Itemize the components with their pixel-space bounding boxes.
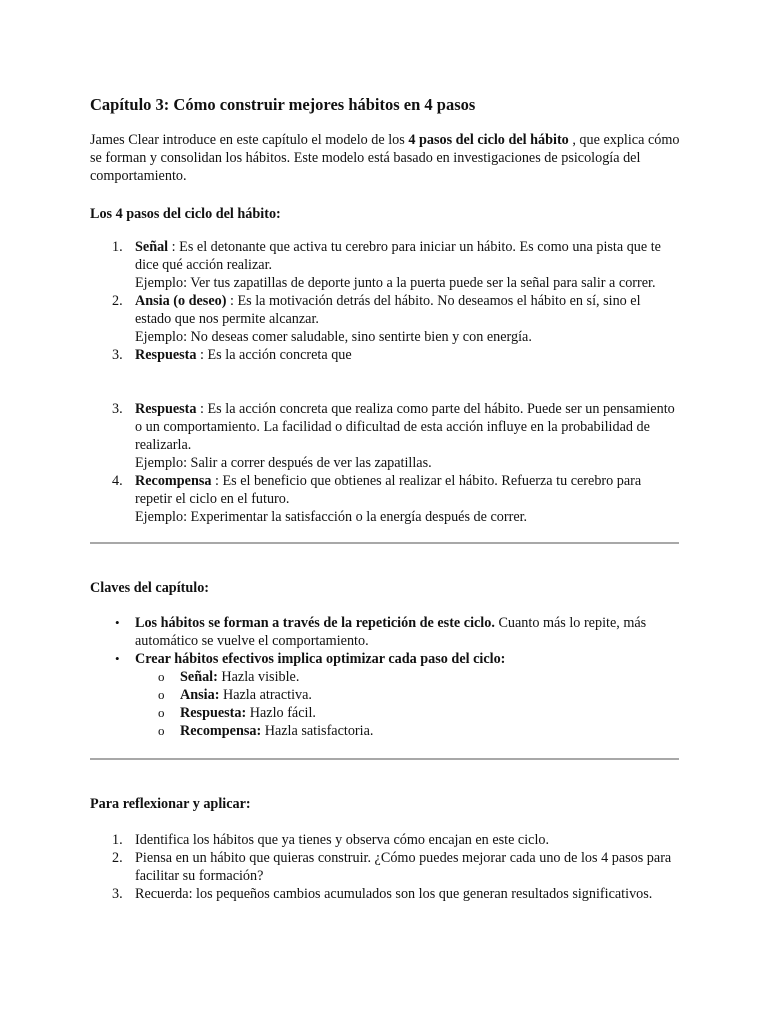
subitem-text: Hazla satisfactoria. <box>261 723 374 739</box>
subitem-term: Respuesta: <box>180 705 247 721</box>
circle-bullet-icon: o <box>158 723 165 738</box>
step-description: : Es el beneficio que obtienes al realizar el hábito. Refuerza tu cerebro para repetir el ciclo en el futuro. <box>135 473 642 507</box>
subitem-term: Recompensa: <box>180 723 262 739</box>
step-term: Señal <box>135 239 169 255</box>
reflect-heading: Para reflexionar y aplicar: <box>90 796 251 812</box>
chapter-title: Capítulo 3: Cómo construir mejores hábitos en 4 pasos <box>90 95 476 114</box>
key-bold-text: Los hábitos se forman a través de la repetición de este ciclo. <box>135 615 495 631</box>
step-description: : Es la acción concreta que <box>196 347 352 363</box>
bullet-icon: • <box>115 615 120 630</box>
reflect-item <box>90 849 680 885</box>
reflect-item <box>90 885 680 903</box>
step-example: Ejemplo: Experimentar la satisfacción o la energía después de correr. <box>135 509 528 525</box>
reflect-list <box>90 831 680 903</box>
circle-bullet-icon: o <box>158 705 165 720</box>
reflect-text: Piensa en un hábito que quieras construir. ¿Cómo puedes mejorar cada uno de los 4 pasos para facilitar su formación? <box>135 850 672 884</box>
step-example: Ejemplo: Ver tus zapatillas de deporte junto a la puerta puede ser la señal para salir a correr. <box>135 275 656 291</box>
keys-bullets <box>90 614 680 668</box>
section-divider <box>90 542 679 544</box>
key-subitem <box>90 686 680 704</box>
keys-heading: Claves del capítulo: <box>90 580 210 596</box>
step-description: : Es la acción concreta que realiza como parte del hábito. Puede ser un pensamiento o un comportamiento. La facilidad o dificultad de esta acción influye en la probabilidad de realizarla. <box>135 401 675 453</box>
step-term: Recompensa <box>135 473 212 489</box>
keys-list <box>90 614 680 740</box>
step-number: 2. <box>112 293 123 309</box>
subitem-term: Señal: <box>180 669 218 685</box>
steps-list-a <box>90 238 680 364</box>
step-item <box>90 400 680 472</box>
step-description: : Es el detonante que activa tu cerebro para iniciar un hábito. Es como una pista que te dice qué acción realizar. <box>135 239 661 273</box>
key-bold-text: Crear hábitos efectivos implica optimizar cada paso del ciclo: <box>135 651 506 667</box>
key-item <box>90 650 680 668</box>
step-term: Respuesta <box>135 401 197 417</box>
step-number: 4. <box>112 473 123 489</box>
reflect-number: 3. <box>112 886 123 902</box>
keys-subitems <box>90 668 680 740</box>
subitem-term: Ansia: <box>180 687 220 703</box>
key-subitem <box>90 704 680 722</box>
step-term: Ansia (o deseo) <box>135 293 227 309</box>
step-item <box>90 472 680 526</box>
intro-text-start: James Clear introduce en este capítulo el modelo de los <box>90 132 409 148</box>
steps-heading: Los 4 pasos del ciclo del hábito: <box>90 206 281 222</box>
intro-bold-term: 4 pasos del ciclo del hábito <box>408 132 569 148</box>
key-subitem <box>90 722 680 740</box>
steps-list-b <box>90 400 680 526</box>
step-description: : Es la motivación detrás del hábito. No deseamos el hábito en sí, sino el estado que nos permite alcanzar. <box>135 293 641 327</box>
step-term: Respuesta <box>135 347 197 363</box>
key-item <box>90 614 680 650</box>
reflect-number: 2. <box>112 850 123 866</box>
step-example: Ejemplo: Salir a correr después de ver las zapatillas. <box>135 455 432 471</box>
step-item <box>90 346 680 364</box>
step-number: 3. <box>112 401 123 417</box>
bullet-icon: • <box>115 651 120 666</box>
intro-text-end: , que explica cómo se forman y consolidan los hábitos. Este modelo está basado en investigaciones de psicología del comportamiento. <box>90 132 680 184</box>
subitem-text: Hazla visible. <box>217 669 300 685</box>
step-item <box>90 292 680 346</box>
key-text: Cuanto más lo repite, más automático se vuelve el comportamiento. <box>135 615 647 649</box>
circle-bullet-icon: o <box>158 669 165 684</box>
step-item <box>90 238 680 292</box>
key-subitem <box>90 668 680 686</box>
reflect-item <box>90 831 680 849</box>
section-divider <box>90 758 679 760</box>
reflect-number: 1. <box>112 832 123 848</box>
intro-paragraph <box>90 131 680 185</box>
step-number: 1. <box>112 239 123 255</box>
step-example: Ejemplo: No deseas comer saludable, sino sentirte bien y con energía. <box>135 329 532 345</box>
reflect-text: Recuerda: los pequeños cambios acumulados son los que generan resultados significativos. <box>135 886 653 902</box>
circle-bullet-icon: o <box>158 687 165 702</box>
step-number: 3. <box>112 347 123 363</box>
reflect-text: Identifica los hábitos que ya tienes y observa cómo encajan en este ciclo. <box>135 832 550 848</box>
subitem-text: Hazla atractiva. <box>219 687 312 703</box>
subitem-text: Hazlo fácil. <box>246 705 316 721</box>
